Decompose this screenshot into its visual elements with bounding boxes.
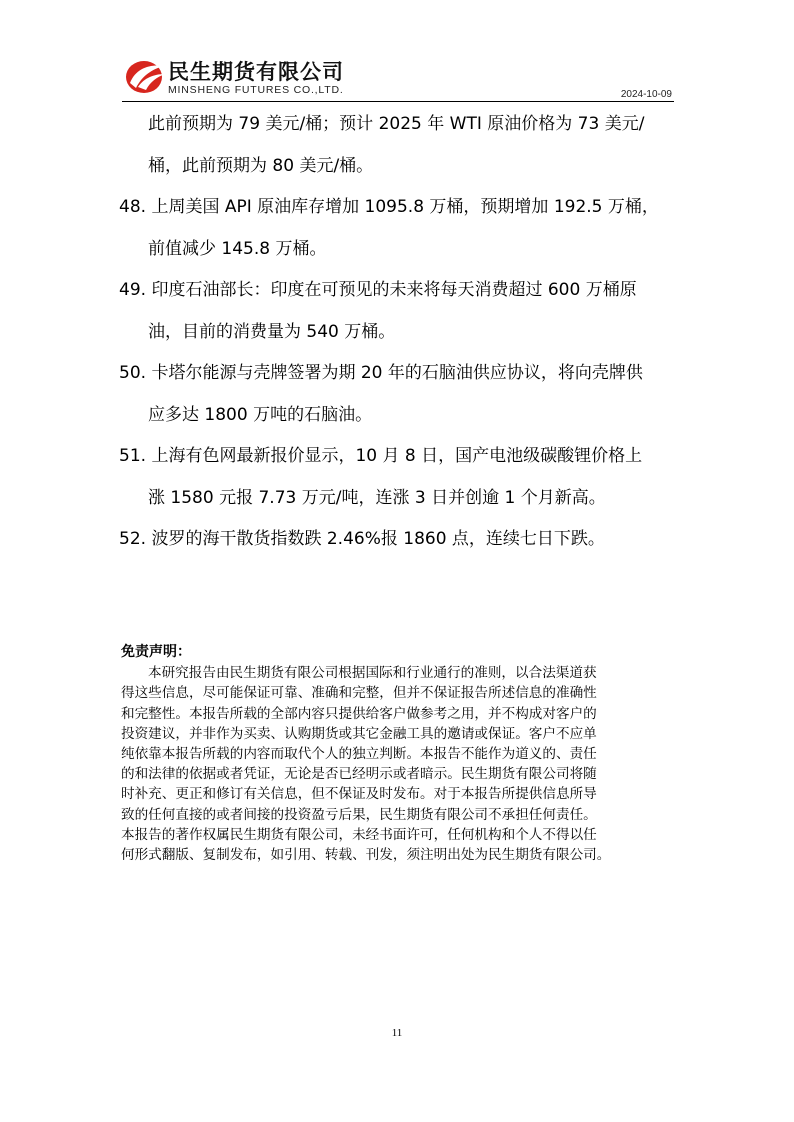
disclaimer-line: 纯依靠本报告所载的内容而取代个人的独立判断。本报告不能作为道义的、责任 (121, 746, 597, 763)
disclaimer-line: 何形式翻版、复制发布，如引用、转载、刊发，须注明出处为民生期货有限公司。 (121, 847, 611, 864)
list-item (119, 353, 679, 436)
item-line: 52. 波罗的海干散货指数跌 2.46%报 1860 点，连续七日下跌。 (119, 529, 605, 549)
disclaimer-line: 和完整性。本报告所载的全部内容只提供给客户做参考之用，并不构成对客户的 (121, 705, 597, 722)
brand-name-en: MINSHENG FUTURES CO.,LTD. (168, 84, 344, 96)
disclaimer-line: 本报告的著作权属民生期货有限公司，未经书面许可，任何机构和个人不得以任 (121, 826, 597, 843)
header-divider (122, 101, 674, 102)
item-line: 油，目前的消费量为 540 万桶。 (148, 321, 396, 342)
minsheng-logo-icon (124, 56, 166, 96)
list-item (119, 104, 679, 187)
list-item (119, 519, 679, 561)
list-item (119, 436, 679, 519)
disclaimer-line: 本研究报告由民生期货有限公司根据国际和行业通行的准则，以合法渠道获 (148, 665, 597, 682)
disclaimer-title: 免责声明： (121, 644, 191, 660)
item-line: 49. 印度石油部长：印度在可预见的未来将每天消费超过 600 万桶原 (119, 280, 637, 300)
news-list (119, 104, 679, 561)
item-line: 应多达 1800 万吨的石脑油。 (148, 404, 373, 425)
item-line: 涨 1580 元报 7.73 万元/吨，连涨 3 日并创逾 1 个月新高。 (148, 487, 606, 508)
disclaimer-line: 投资建议，并非作为买卖、认购期货或其它金融工具的邀请或保证。客户不应单 (121, 725, 597, 742)
brand-name-cn: 民生期货有限公司 (168, 60, 344, 84)
item-line: 此前预期为 79 美元/桶；预计 2025 年 WTI 原油价格为 73 美元/ (148, 114, 645, 134)
item-line: 50. 卡塔尔能源与壳牌签署为期 20 年的石脑油供应协议，将向壳牌供 (119, 363, 643, 383)
item-line: 前值减少 145.8 万桶。 (148, 238, 327, 259)
disclaimer-section (121, 642, 675, 865)
disclaimer-line: 的和法律的依据或者凭证，无论是否已经明示或者暗示。民生期货有限公司将随 (121, 766, 597, 783)
item-line: 桶，此前预期为 80 美元/桶。 (148, 155, 374, 176)
page-header (0, 0, 794, 110)
page-number: 11 (391, 1027, 403, 1039)
item-line: 51. 上海有色网最新报价显示，10 月 8 日，国产电池级碳酸锂价格上 (119, 446, 643, 466)
report-date: 2024-10-09 (620, 89, 672, 100)
item-line: 48. 上周美国 API 原油库存增加 1095.8 万桶，预期增加 192.5 万桶， (119, 197, 659, 217)
disclaimer-line: 得这些信息，尽可能保证可靠、准确和完整，但并不保证报告所述信息的准确性 (121, 685, 597, 702)
list-item (119, 187, 679, 270)
list-item (119, 270, 679, 353)
disclaimer-line: 时补充、更正和修订有关信息，但不保证及时发布。对于本报告所提供信息所导 (121, 786, 597, 803)
disclaimer-line: 致的任何直接的或者间接的投资盈亏后果，民生期货有限公司不承担任何责任。 (121, 806, 597, 823)
